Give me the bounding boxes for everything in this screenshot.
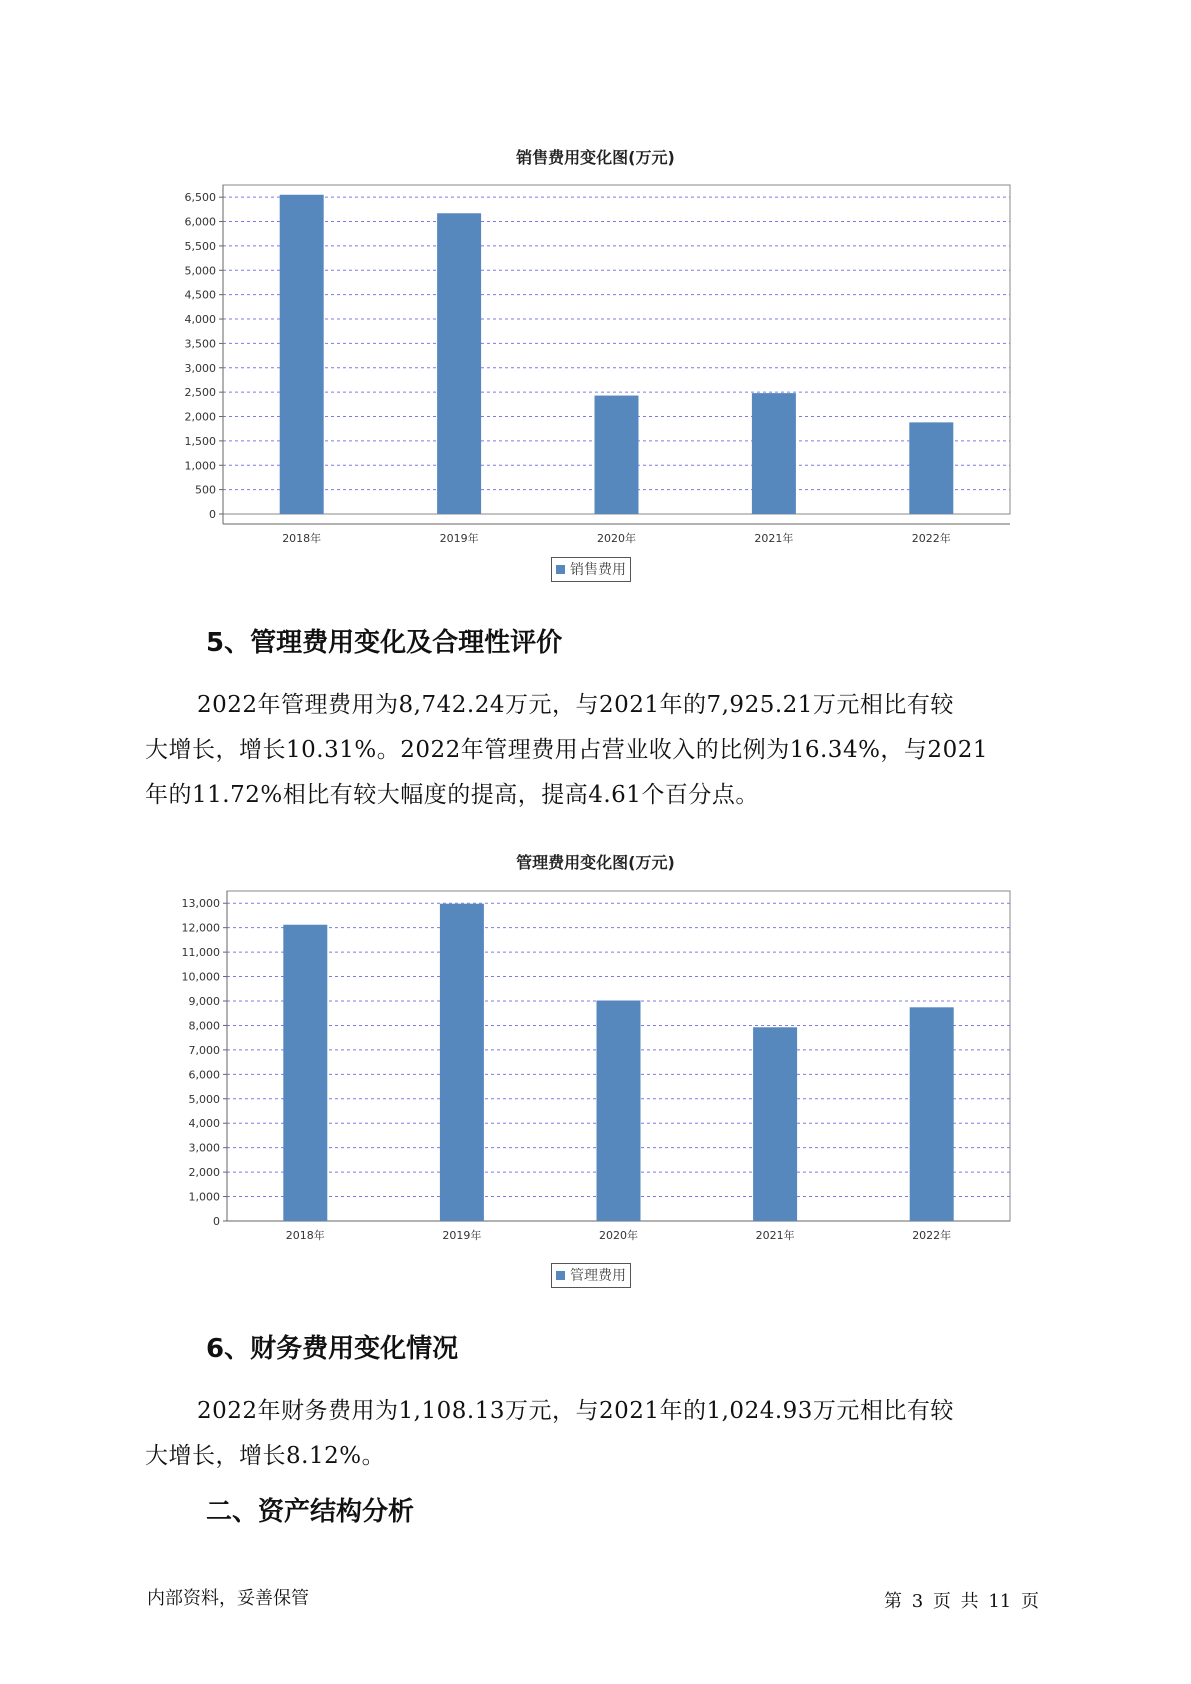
y-tick-label: 500	[195, 483, 216, 497]
paragraph-line: 大增长，增长8.12%。	[145, 1443, 386, 1469]
y-tick-label: 1,500	[184, 434, 216, 448]
y-tick-label: 6,000	[188, 1068, 220, 1082]
paragraph-line: 2022年管理费用为8,742.24万元，与2021年的7,925.21万元相比有较	[197, 692, 954, 718]
paragraph-line: 2022年财务费用为1,108.13万元，与2021年的1,024.93万元相比有较	[197, 1398, 954, 1424]
bar-2018年	[283, 925, 327, 1221]
x-tick-label: 2018年	[282, 532, 322, 545]
y-tick-label: 3,000	[188, 1141, 220, 1155]
legend-label: 销售费用	[570, 562, 626, 578]
y-tick-label: 10,000	[181, 970, 220, 984]
y-tick-label: 4,500	[184, 288, 216, 302]
bar-2021年	[753, 1027, 797, 1221]
y-tick-label: 3,500	[184, 337, 216, 351]
x-tick-label: 2022年	[911, 532, 951, 545]
section-heading-asset-structure: 二、资产结构分析	[206, 1497, 415, 1527]
x-tick-label: 2020年	[599, 1229, 638, 1242]
x-tick-label: 2020年	[597, 532, 636, 545]
section-6-paragraph	[145, 1389, 1050, 1479]
footer-confidential-note: 内部资料，妥善保管	[147, 1588, 309, 1609]
chart-title: 管理费用变化图(万元)	[516, 853, 675, 872]
x-tick-label: 2021年	[754, 532, 794, 545]
y-tick-label: 0	[213, 1215, 220, 1228]
bar-2022年	[910, 1007, 954, 1221]
section-heading-5: 5、管理费用变化及合理性评价	[206, 628, 563, 658]
legend-swatch	[556, 1271, 565, 1280]
paragraph-line: 大增长，增长10.31%。2022年管理费用占营业收入的比例为16.34%，与2021	[145, 737, 988, 763]
section-heading-6: 6、财务费用变化情况	[206, 1334, 459, 1364]
y-tick-label: 1,000	[188, 1190, 220, 1204]
y-tick-label: 9,000	[188, 995, 220, 1008]
y-tick-label: 12,000	[181, 921, 220, 935]
legend-label: 管理费用	[570, 1268, 626, 1284]
y-tick-label: 5,000	[188, 1092, 220, 1106]
x-tick-label: 2019年	[439, 532, 479, 545]
y-tick-label: 0	[209, 508, 216, 521]
y-tick-label: 1,000	[184, 459, 216, 473]
chart-title: 销售费用变化图(万元)	[516, 148, 675, 167]
x-tick-label: 2019年	[442, 1229, 482, 1242]
y-tick-label: 2,000	[184, 410, 216, 424]
y-tick-label: 6,500	[184, 191, 216, 205]
paragraph-line: 年的11.72%相比有较大幅度的提高，提高4.61个百分点。	[145, 782, 759, 808]
y-tick-label: 4,000	[184, 313, 216, 327]
y-tick-label: 6,000	[184, 215, 216, 229]
footer-page-number: 第 3 页 共 11 页	[884, 1591, 1039, 1612]
x-tick-label: 2022年	[912, 1229, 952, 1242]
y-tick-label: 2,000	[188, 1166, 220, 1180]
y-tick-label: 5,000	[184, 264, 216, 278]
chart-legend	[551, 1263, 631, 1288]
y-tick-label: 7,000	[188, 1043, 220, 1057]
bar-2019年	[440, 904, 484, 1221]
bar-2020年	[597, 1001, 641, 1221]
y-tick-label: 13,000	[181, 897, 220, 911]
y-tick-label: 5,500	[184, 239, 216, 253]
x-tick-label: 2018年	[285, 1229, 325, 1242]
y-tick-label: 8,000	[188, 1019, 220, 1033]
x-tick-label: 2021年	[755, 1229, 795, 1242]
y-tick-label: 3,000	[184, 361, 216, 375]
y-tick-label: 11,000	[181, 946, 220, 960]
y-tick-label: 4,000	[188, 1117, 220, 1131]
y-tick-label: 2,500	[184, 386, 216, 400]
